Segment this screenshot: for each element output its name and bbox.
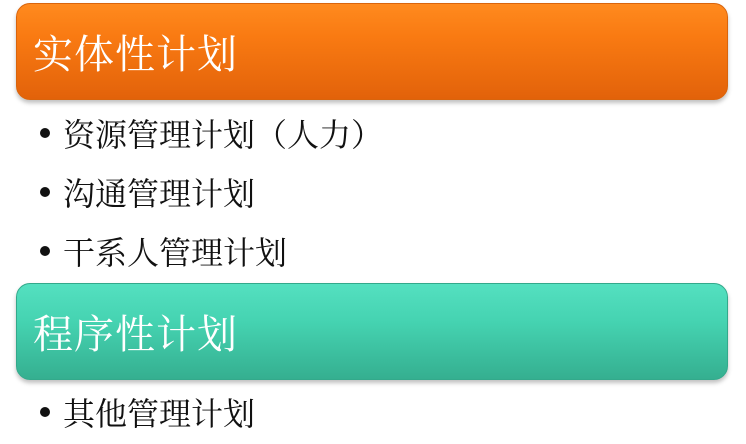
list-item-label: 其他管理计划 xyxy=(63,394,256,433)
list-item xyxy=(38,103,383,162)
section-header-procedural-plans xyxy=(16,283,728,380)
bullet-list-entity-plans xyxy=(38,103,383,280)
list-item-label: 沟通管理计划 xyxy=(63,174,256,213)
bullet-icon xyxy=(40,246,50,256)
list-item-label: 干系人管理计划 xyxy=(63,233,288,272)
list-item xyxy=(38,162,383,221)
bullet-list-procedural-plans xyxy=(38,382,255,441)
bullet-icon xyxy=(40,128,50,138)
list-item-label: 资源管理计划（人力） xyxy=(63,115,384,154)
list-item xyxy=(38,221,383,280)
bullet-icon xyxy=(40,187,50,197)
section-header-entity-plans xyxy=(16,3,728,100)
list-item xyxy=(38,382,255,441)
section-title: 程序性计划 xyxy=(33,312,238,358)
section-title: 实体性计划 xyxy=(33,32,238,78)
bullet-icon xyxy=(40,407,50,417)
